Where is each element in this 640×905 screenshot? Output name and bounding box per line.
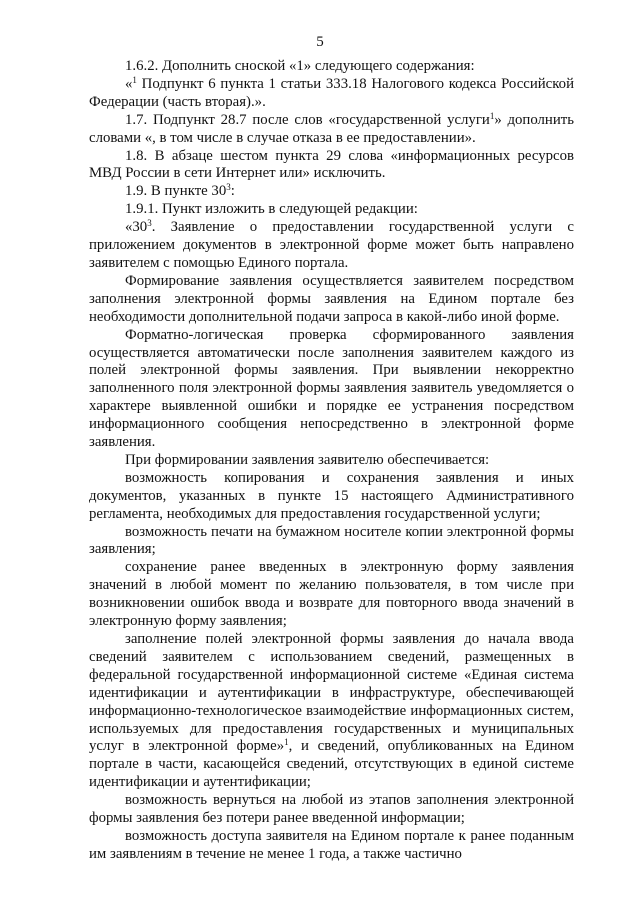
paragraph-1-8: 1.8. В абзаце шестом пункта 29 слова «информационных ресурсов МВД России в сети Интернет или» исключить.	[89, 147, 574, 182]
list-item-return: возможность вернуться на любой из этапов заполнения электронной формы заявления без потери ранее введенной информации;	[89, 792, 574, 827]
paragraph-1-6-2: 1.6.2. Дополнить сноской «1» следующего содержания:	[125, 58, 475, 74]
footnote-marker: 1	[132, 74, 137, 85]
page-number: 5	[316, 34, 324, 50]
paragraph-prefix: 1.7. Подпункт 28.7 после слов «государственной услуги	[125, 111, 490, 128]
list-item-copy-save: возможность копирования и сохранения заявления и иных документов, указанных в пункте 15 настоящего Административного регламента, необходимых для предоставления государственной услуги;	[89, 469, 574, 522]
superscript-marker: 3	[226, 182, 231, 193]
footnote-marker: 1	[489, 110, 495, 121]
paragraph-1-9	[89, 183, 574, 201]
paragraph-rest: . Заявление о предоставлении государственной услуги с приложением документов в электронной форме может быть направлено заявителем с помощью Единого портала.	[89, 219, 574, 271]
paragraph-prefix: заполнение полей электронной формы заявления до начала ввода сведений заявителем с использованием сведений, размещенных в федеральной государственной информационной системе «Единая система идентификации и аутентификации в инфраструктуре, обеспечивающей информационно-технологическое взаимодействие информационных систем, используемых для предоставления государственных и муниципальных услуг в электронной форме»	[89, 631, 574, 755]
paragraph-rest: :	[230, 183, 235, 200]
list-item-prefill	[89, 631, 574, 792]
paragraph-rest: Подпункт 6 пункта 1 статьи 333.18 Налогового кодекса Российской Федерации (часть вторая).».	[89, 75, 574, 110]
paragraph-1-7	[89, 112, 574, 148]
paragraph-provided-list-intro: При формировании заявления заявителю обеспечивается:	[125, 451, 490, 468]
paragraph-prefix: «30	[125, 219, 148, 236]
superscript-marker: 3	[147, 218, 152, 229]
paragraph-rest: » дополнить словами «, в том числе в случае отказа в ее предоставлении».	[89, 111, 574, 146]
footnote-marker: 1	[284, 737, 289, 748]
paragraph-rest: , и сведений, опубликованных на Едином портале в части, касающейся сведений, отсутствующих в единой системе идентификации и аутентификации;	[89, 738, 574, 791]
paragraph-form-creation: Формирование заявления осуществляется заявителем посредством заполнения электронной формы заявления на Едином портале без необходимости дополнительной подачи запроса в какой-либо иной форме.	[89, 272, 574, 325]
list-item-save-values: сохранение ранее введенных в электронную форму заявления значений в любой момент по желанию пользователя, в том числе при возникновении ошибок ввода и возврате для повторного ввода значений в электронную форму заявления;	[89, 559, 574, 630]
paragraph-format-check: Форматно-логическая проверка сформированного заявления осуществляется автоматически после заполнения заявителем каждого из полей электронной формы заявления. При выявлении некорректно заполненного поля электронной формы заявления заявитель уведомляется о характере выявленной ошибки и порядке ее устранения посредством информационного сообщения непосредственно в электронной форме заявления.	[89, 326, 574, 451]
paragraph-30-3	[89, 219, 574, 273]
list-item-access: возможность доступа заявителя на Едином портале к ранее поданным им заявлениям в течение не менее 1 года, а также частично	[89, 827, 574, 862]
paragraph-prefix: «	[125, 75, 133, 92]
paragraph-prefix: 1.9. В пункте 30	[125, 183, 227, 200]
document-body	[89, 58, 574, 864]
list-item-print: возможность печати на бумажном носителе копии электронной формы заявления;	[89, 523, 574, 558]
footnote-text-paragraph	[89, 76, 574, 112]
paragraph-1-9-1: 1.9.1. Пункт изложить в следующей редакции:	[125, 201, 418, 218]
